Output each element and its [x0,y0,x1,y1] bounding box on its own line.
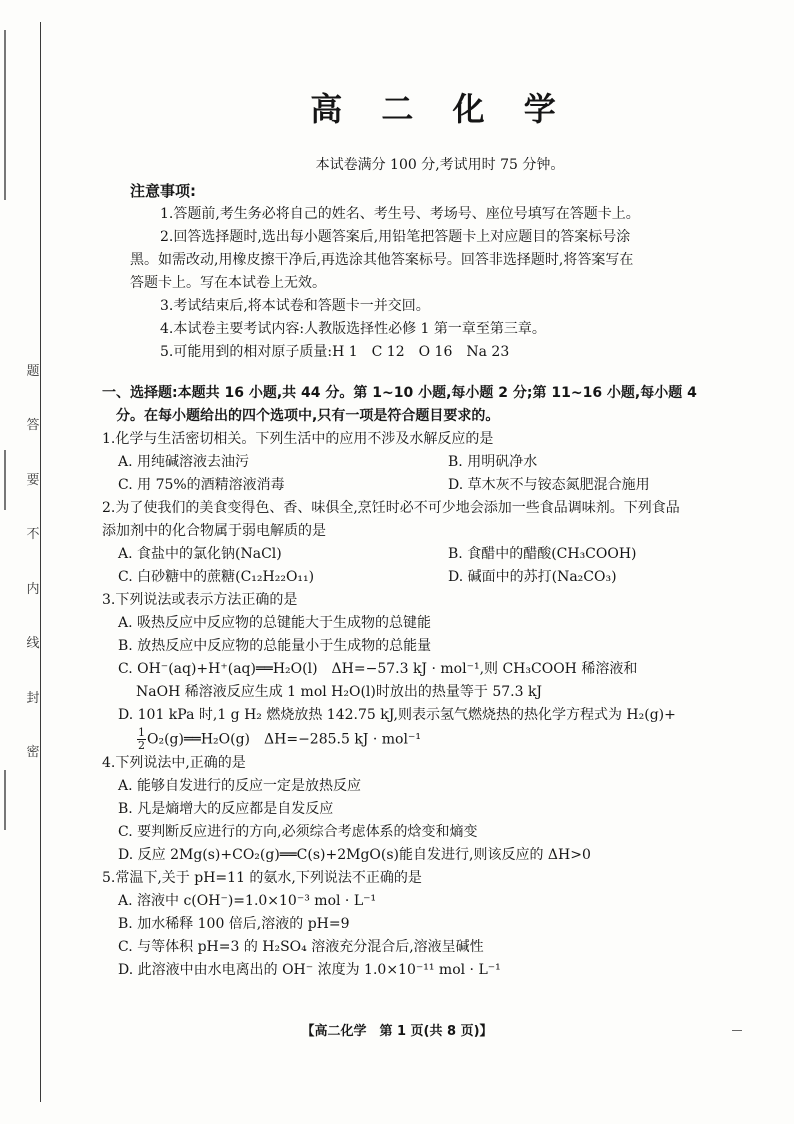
binding-edge-mark [4,450,6,510]
seal-char: 密 [26,744,40,760]
option-a: A. 吸热反应中反应物的总键能大于生成物的总键能 [118,615,432,631]
fraction-numerator: 1 [138,726,145,739]
option-a: A. 用纯碱溶液去油污 [118,454,250,470]
question-stem: 5.常温下,关于 pH=11 的氨水,下列说法不正确的是 [102,870,422,886]
section-line: 一、选择题:本题共 16 小题,共 44 分。第 1~10 小题,每小题 2 分;第 11~16 小题,每小题 4 [102,385,697,401]
question-3 [102,589,778,752]
question-stem: 3.下列说法或表示方法正确的是 [102,592,298,608]
notice-heading: 注意事项: [130,182,196,200]
notice-item: 5.可能用到的相对原子质量:H 1 C 12 O 16 Na 23 [160,344,510,360]
notice-item: 4.本试卷主要考试内容:人教版选择性必修 1 第一章至第三章。 [160,321,546,337]
seal-char: 线 [26,636,40,652]
option-c: C. OH⁻(aq)+H⁺(aq)══H₂O(l) ΔH=−57.3 kJ · mol⁻¹,则 CH₃COOH 稀溶液和 [118,661,638,677]
option-a: A. 食盐中的氯化钠(NaCl) [118,546,282,562]
fraction-denominator: 2 [138,739,145,752]
fraction-one-half [137,727,146,752]
binding-edge-mark [4,770,6,830]
equation-text: O₂(g)══H₂O(g) ΔH=−285.5 kJ · mol⁻¹ [147,731,421,748]
option-d: D. 草木灰不与铵态氮肥混合施用 [448,477,650,493]
option-b: B. 食醋中的醋酸(CH₃COOH) [448,546,637,562]
option-c: C. 与等体积 pH=3 的 H₂SO₄ 溶液充分混合后,溶液呈碱性 [118,939,484,955]
option-c: C. 要判断反应进行的方向,必须综合考虑体系的焓变和熵变 [118,824,478,840]
notice-item: 黑。如需改动,用橡皮擦干净后,再选涂其他答案标号。回答非选择题时,将答案写在 [130,252,634,268]
question-stem: 添加剂中的化合物属于弱电解质的是 [102,523,326,539]
question-5 [102,867,778,982]
exam-title: 高 二 化 学 [310,90,570,128]
seal-line-warning [22,360,44,760]
option-d: D. 碱面中的苏打(Na₂CO₃) [448,569,617,585]
question-2 [102,497,778,589]
section-line: 分。在每小题给出的四个选项中,只有一项是符合题目要求的。 [116,408,500,424]
question-stem: 4.下列说法中,正确的是 [102,755,246,771]
question-stem: 1.化学与生活密切相关。下列生活中的应用不涉及水解反应的是 [102,431,494,447]
option-a: A. 能够自发进行的反应一定是放热反应 [118,778,362,794]
exam-page [102,76,778,982]
seal-char: 不 [26,527,40,543]
option-d: D. 反应 2Mg(s)+CO₂(g)══C(s)+2MgO(s)能自发进行,则该反应的 ΔH>0 [118,847,591,863]
notice-item: 1.答题前,考生务必将自己的姓名、考生号、考场号、座位号填写在答题卡上。 [160,206,640,222]
question-stem: 2.为了使我们的美食变得色、香、味俱全,烹饪时必不可少地会添加一些食品调味剂。下列食品 [102,500,680,516]
seal-char: 题 [26,364,40,379]
option-c-continued: NaOH 稀溶液反应生成 1 mol H₂O(l)时放出的热量等于 57.3 kJ [136,684,543,700]
page-footer: 【高二化学 第 1 页(共 8 页)】 [301,1024,493,1039]
seal-char: 封 [26,690,40,706]
seal-char: 内 [26,581,40,597]
section-heading [102,382,778,428]
notice-item: 答题卡上。写在本试卷上无效。 [130,275,326,291]
question-4 [102,752,778,867]
notice-list [130,203,778,364]
option-d-continued [102,727,778,752]
option-b: B. 用明矾净水 [448,454,538,470]
option-b: B. 凡是熵增大的反应都是自发反应 [118,801,334,817]
option-c: C. 用 75%的酒精溶液消毒 [118,477,285,493]
notice-item: 2.回答选择题时,选出每小题答案后,用铅笔把答题卡上对应题目的答案标号涂 [160,229,631,245]
corner-mark [732,1030,742,1031]
option-c: C. 白砂糖中的蔗糖(C₁₂H₂₂O₁₁) [118,569,315,585]
seal-char: 答 [26,418,40,434]
option-d: D. 此溶液中由水电离出的 OH⁻ 浓度为 1.0×10⁻¹¹ mol · L⁻¹ [118,962,501,978]
option-b: B. 放热反应中反应物的总能量小于生成物的总能量 [118,638,432,654]
seal-char: 要 [26,472,40,488]
question-1 [102,428,778,497]
binding-edge-mark [4,30,6,200]
option-d: D. 101 kPa 时,1 g H₂ 燃烧放热 142.75 kJ,则表示氢气燃烧热的热化学方程式为 H₂(g)+ [118,707,676,723]
option-a: A. 溶液中 c(OH⁻)=1.0×10⁻³ mol · L⁻¹ [118,893,377,909]
exam-subtitle: 本试卷满分 100 分,考试用时 75 分钟。 [315,157,565,173]
notice-item: 3.考试结束后,将本试卷和答题卡一并交回。 [160,298,430,314]
option-b: B. 加水稀释 100 倍后,溶液的 pH=9 [118,916,350,932]
